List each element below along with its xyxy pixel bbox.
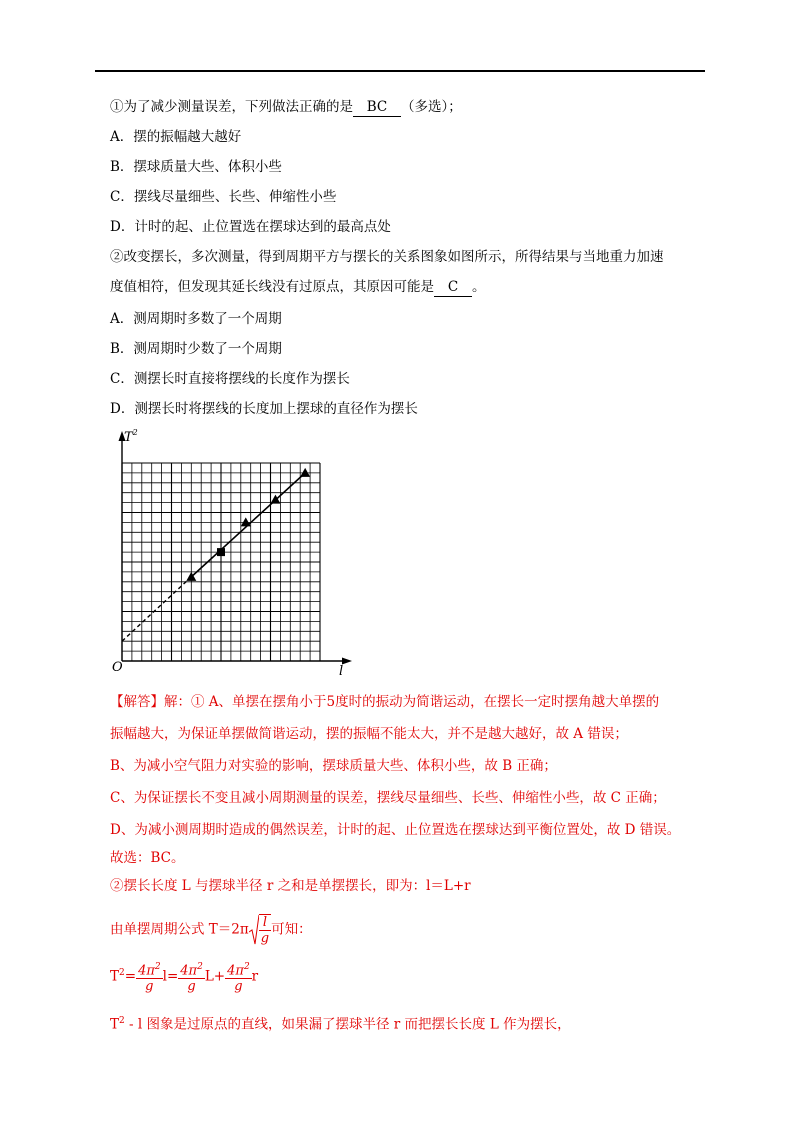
x-axis-arrow-icon: [342, 658, 352, 665]
grid: [122, 463, 320, 661]
solution-line-10: $T^2$ - l 图象是过原点的直线，如果漏了摆球半径 r 而把摆长长度 L 作为摆长，: [110, 1016, 571, 1033]
data-point-3: [241, 517, 251, 526]
q2-stem-line2: 度值相符，但发现其延长线没有过原点，其原因可能是 C 。: [110, 279, 486, 295]
solution-line-8: 由单摆周期公式 T＝2π $\frac{l}{g}$ 可知：: [110, 915, 312, 946]
q2-option-b: B．测周期时少数了一个周期: [110, 341, 282, 357]
radical-sign-icon: [249, 914, 259, 946]
data-point-5: [300, 468, 310, 477]
q2-option-a: A．测周期时多数了一个周期: [110, 311, 282, 327]
q1-answer: BC: [353, 98, 401, 117]
q1-option-c: C．摆线尽量细些、长些、伸缩性小些: [110, 189, 337, 205]
q2-stem-line1: ②改变摆长，多次测量，得到周期平方与摆长的关系图象如图所示，所得结果与当地重力加速: [110, 249, 664, 265]
data-point-2: [217, 548, 225, 556]
solution-line-3: B、为减小空气阻力对实验的影响，摆球质量大些、体积小些，故 B 正确；: [110, 758, 557, 774]
top-rule: [95, 70, 705, 72]
q1-option-d: D．计时的起、止位置选在摆球达到的最高点处: [110, 219, 391, 235]
q2-answer: C: [434, 278, 472, 297]
sqrt-expression: $\frac{l}{g}$: [249, 914, 271, 946]
solution-line-9: $T^2=$ $\frac{4\pi^2}{g}$ l= $\frac{4\pi^2}{g}$ L+ $\frac{4\pi^2}{g}$ r: [110, 962, 259, 995]
q1-option-a: A．摆的振幅越大越好: [110, 129, 242, 145]
q1-stem: ①为了减少测量误差，下列做法正确的是 BC （多选）；: [110, 99, 462, 115]
x-axis-label: l: [339, 664, 344, 675]
solution-line-7: ②摆长长度 L 与摆球半径 r 之和是单摆摆长，即为：l＝L+r: [110, 878, 471, 894]
q2-option-d: D．测摆长时将摆线的长度加上摆球的直径作为摆长: [110, 401, 418, 417]
q2-option-c: C．测摆长时直接将摆线的长度作为摆长: [110, 371, 350, 387]
solution-line-5: D、为减小测周期时造成的偶然误差，计时的起、止位置选在摆球达到平衡位置处，故 D 错误。: [110, 822, 681, 838]
solution-line-6: 故选：BC。: [110, 850, 185, 866]
q1-option-b: B．摆球质量大些、体积小些: [110, 159, 282, 175]
t2-l-graph: [110, 425, 360, 675]
y-axis-label: $T^2$: [124, 428, 138, 445]
origin-label: O: [112, 660, 123, 675]
solution-line-4: C、为保证摆长不变且减小周期测量的误差，摆线尽量细些、长些、伸缩性小些，故 C 正确；: [110, 790, 666, 806]
solution-line-1: 【解答】解：① A、单摆在摆角小于5度时的振动为简谐运动，在摆长一定时摆角越大单摆的: [110, 694, 660, 710]
solution-line-2: 振幅越大，为保证单摆做简谐运动，摆的振幅不能太大，并不是越大越好，故 A 错误；: [110, 726, 628, 742]
